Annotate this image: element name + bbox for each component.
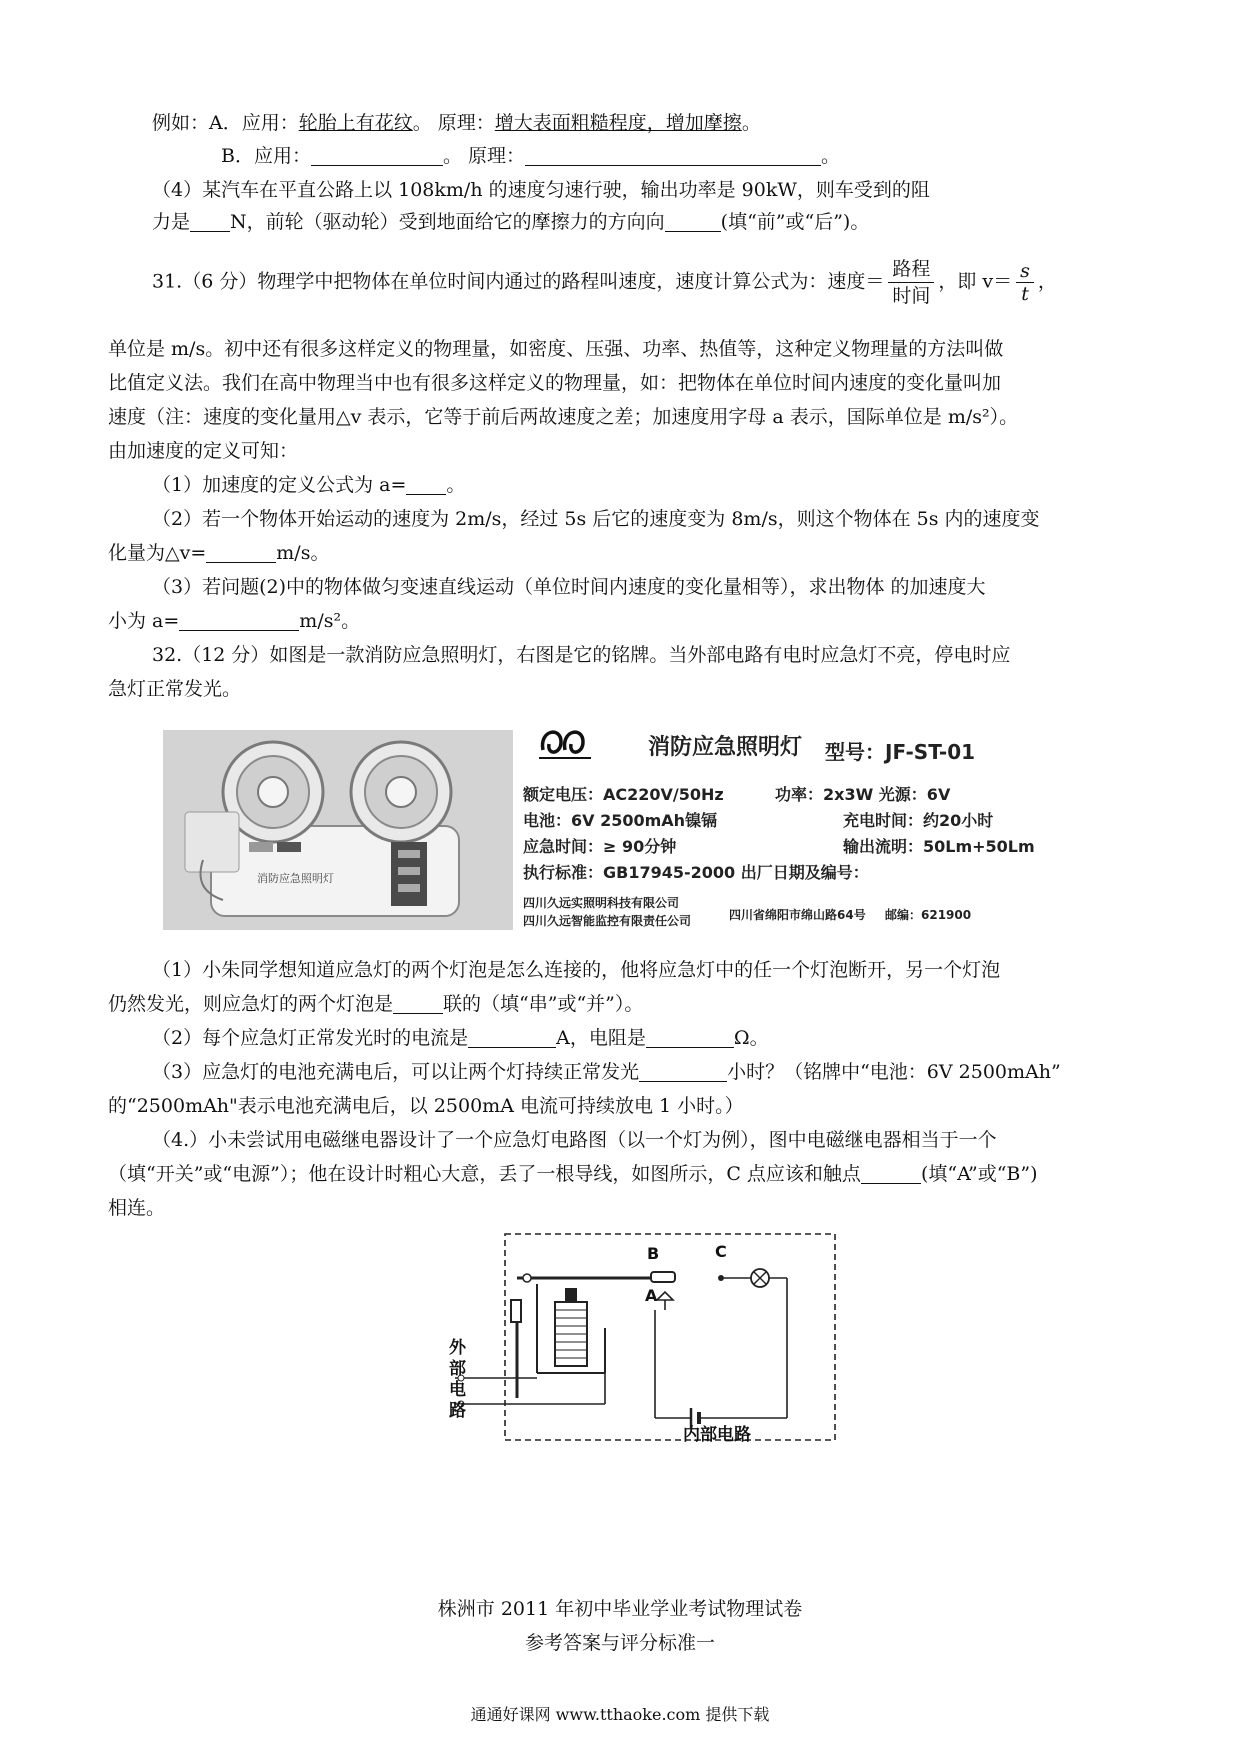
device-front-label: 消防应急照明灯 [257,872,334,885]
download-source: 通通好课网 www.tthaoke.com 提供下载 [470,1705,770,1724]
q32-part4-line3: 相连。 [108,1197,166,1219]
q31-line2: 单位是 m/s。初中还有很多这样定义的物理量，如密度、压强、功率、热值等，这种定义物理量的方法叫做 [108,338,1004,360]
q31-line5: 由加速度的定义可知： [108,440,299,462]
external-circuit-label: 外 部 电 路 [449,1338,466,1421]
internal-circuit-label: 内部电路 [683,1425,751,1445]
relay-circuit-diagram [449,1228,840,1446]
nameplate-standard: 执行标准：GB17945-2000 出厂日期及编号： [523,863,869,882]
q32-part4-line1: （4.）小未尝试用电磁继电器设计了一个应急灯电路图（以一个灯为例），图中电磁继电器相当于一个 [152,1129,997,1151]
answer-blank-hours[interactable] [639,1061,727,1082]
q32-part1-line1: （1）小朱同学想知道应急灯的两个灯泡是怎么连接的，他将应急灯中的任一个灯泡断开，另一个灯泡 [152,959,1001,981]
nameplate [513,716,1136,934]
q32-line2: 急灯正常发光。 [108,678,242,700]
nameplate-model: 型号：JF-ST-01 [825,740,976,764]
q31-line3: 比值定义法。我们在高中物理当中也有很多这样定义的物理量，如：把物体在单位时间内速度的变化量叫加 [108,372,1002,394]
contact-a-label: A [645,1286,658,1305]
answer-blank-acceleration-value[interactable] [179,610,299,631]
q32-part3-line1: （3）应急灯的电池充满电后，可以让两个灯持续正常发光 小时？（铭牌中“电池：6V 2500mAh” [152,1061,1061,1083]
nameplate-battery: 电池：6V 2500mAh镍镉 [523,811,718,830]
emergency-light-photo [163,730,513,930]
brand-logo-icon [535,724,595,764]
answer-blank-resistance-force[interactable] [190,211,230,232]
example-a-principle: 增大表面粗糙程度，增加摩擦 [494,112,742,134]
q31-part3-line2: 小为 a= m/s²。 [108,610,361,632]
point-c-label: C [715,1242,727,1261]
nameplate-charge-time: 充电时间：约20小时 [843,811,994,830]
example-a-application: 轮胎上有花纹 [298,112,413,134]
q32-part1-line2: 仍然发光，则应急灯的两个灯泡是 联的（填“串”或“并”）。 [108,993,644,1015]
nameplate-company1: 四川久远实照明科技有限公司 [523,896,680,910]
q31-line1: 31.（6 分）物理学中把物体在单位时间内通过的路程叫速度，速度计算公式为：速度＝ $\frac{\text{路程}}{\text{时间}}$ ，即 v＝ $\frac{s}{t}$ ， [152,258,1057,307]
q31-part2-line2: 化量为△v= m/s。 [108,542,330,564]
q30-part4-line2: 力是 N，前轮（驱动轮）受到地面给它的摩擦力的方向向 (填“前”或“后”)。 [152,211,870,233]
nameplate-flux: 输出流明：50Lm+50Lm [843,837,1035,856]
v-fraction: $\frac{s}{t}$ [1016,260,1034,305]
q31-part1: （1）加速度的定义公式为 a= 。 [152,474,466,496]
q31-part2-line1: （2）若一个物体开始运动的速度为 2m/s，经过 5s 后它的速度变为 8m/s，则这个物体在 5s 内的速度变 [152,508,1040,530]
nameplate-power: 功率：2x3W 光源：6V [775,785,951,804]
q32-part4-line2: （填“开关”或“电源”）；他在设计时粗心大意，丢了一根导线，如图所示，C 点应该和触点 (填“A”或“B”) [108,1163,1038,1185]
answer-blank-principle[interactable] [525,145,821,166]
q32-line1: 32.（12 分）如图是一款消防应急照明灯，右图是它的铭牌。当外部电路有电时应急灯不亮，停电时应 [152,644,1011,666]
answer-blank-acceleration-formula[interactable] [406,474,446,495]
answer-blank-application[interactable] [311,145,443,166]
example-b-line: B．应用： 。 原理： 。 [221,145,841,167]
nameplate-title: 消防应急照明灯 [648,735,803,760]
answer-blank-current[interactable] [468,1027,556,1048]
answer-blank-resistance[interactable] [646,1027,734,1048]
nameplate-company2: 四川久远智能监控有限责任公司 [523,914,692,928]
q31-part3-line1: （3）若问题(2)中的物体做匀变速直线运动（单位时间内速度的变化量相等），求出物体 的加速度大 [152,576,986,598]
nameplate-voltage: 额定电压：AC220V/50Hz [523,785,724,804]
answer-blank-friction-direction[interactable] [665,211,721,232]
answer-blank-velocity-change[interactable] [206,542,276,563]
nameplate-emergency-time: 应急时间：≥ 90分钟 [523,837,677,856]
q32-part3-line2: 的“2500mAh"表示电池充满电后，以 2500mA 电流可持续放电 1 小时。） [108,1095,744,1117]
nameplate-address: 四川省绵阳市绵山路64号 [729,908,866,922]
example-a-line: 例如：A．应用：轮胎上有花纹。 原理：增大表面粗糙程度，增加摩擦。 [152,112,761,134]
exam-title: 株洲市 2011 年初中毕业学业考试物理试卷 [437,1598,803,1620]
contact-b-label: B [647,1244,660,1263]
answer-blank-contact-point[interactable] [861,1163,921,1184]
emergency-light-icon [163,730,513,930]
nameplate-postcode: 邮编：621900 [885,908,972,922]
q30-part4-line1: （4）某汽车在平直公路上以 108km/h 的速度匀速行驶，输出功率是 90kW，则车受到的阻 [152,179,930,201]
answer-key-subtitle: 参考答案与评分标准一 [524,1632,715,1654]
q31-line4: 速度（注：速度的变化量用△v 表示，它等于前后两故速度之差；加速度用字母 a 表示，国际单位是 m/s²）。 [108,406,1019,428]
answer-blank-connection-type[interactable] [393,993,443,1014]
q32-part2: （2）每个应急灯正常发光时的电流是 A，电阻是 Ω。 [152,1027,769,1049]
speed-fraction: $\frac{\text{路程}}{\text{时间}}$ [888,256,934,309]
